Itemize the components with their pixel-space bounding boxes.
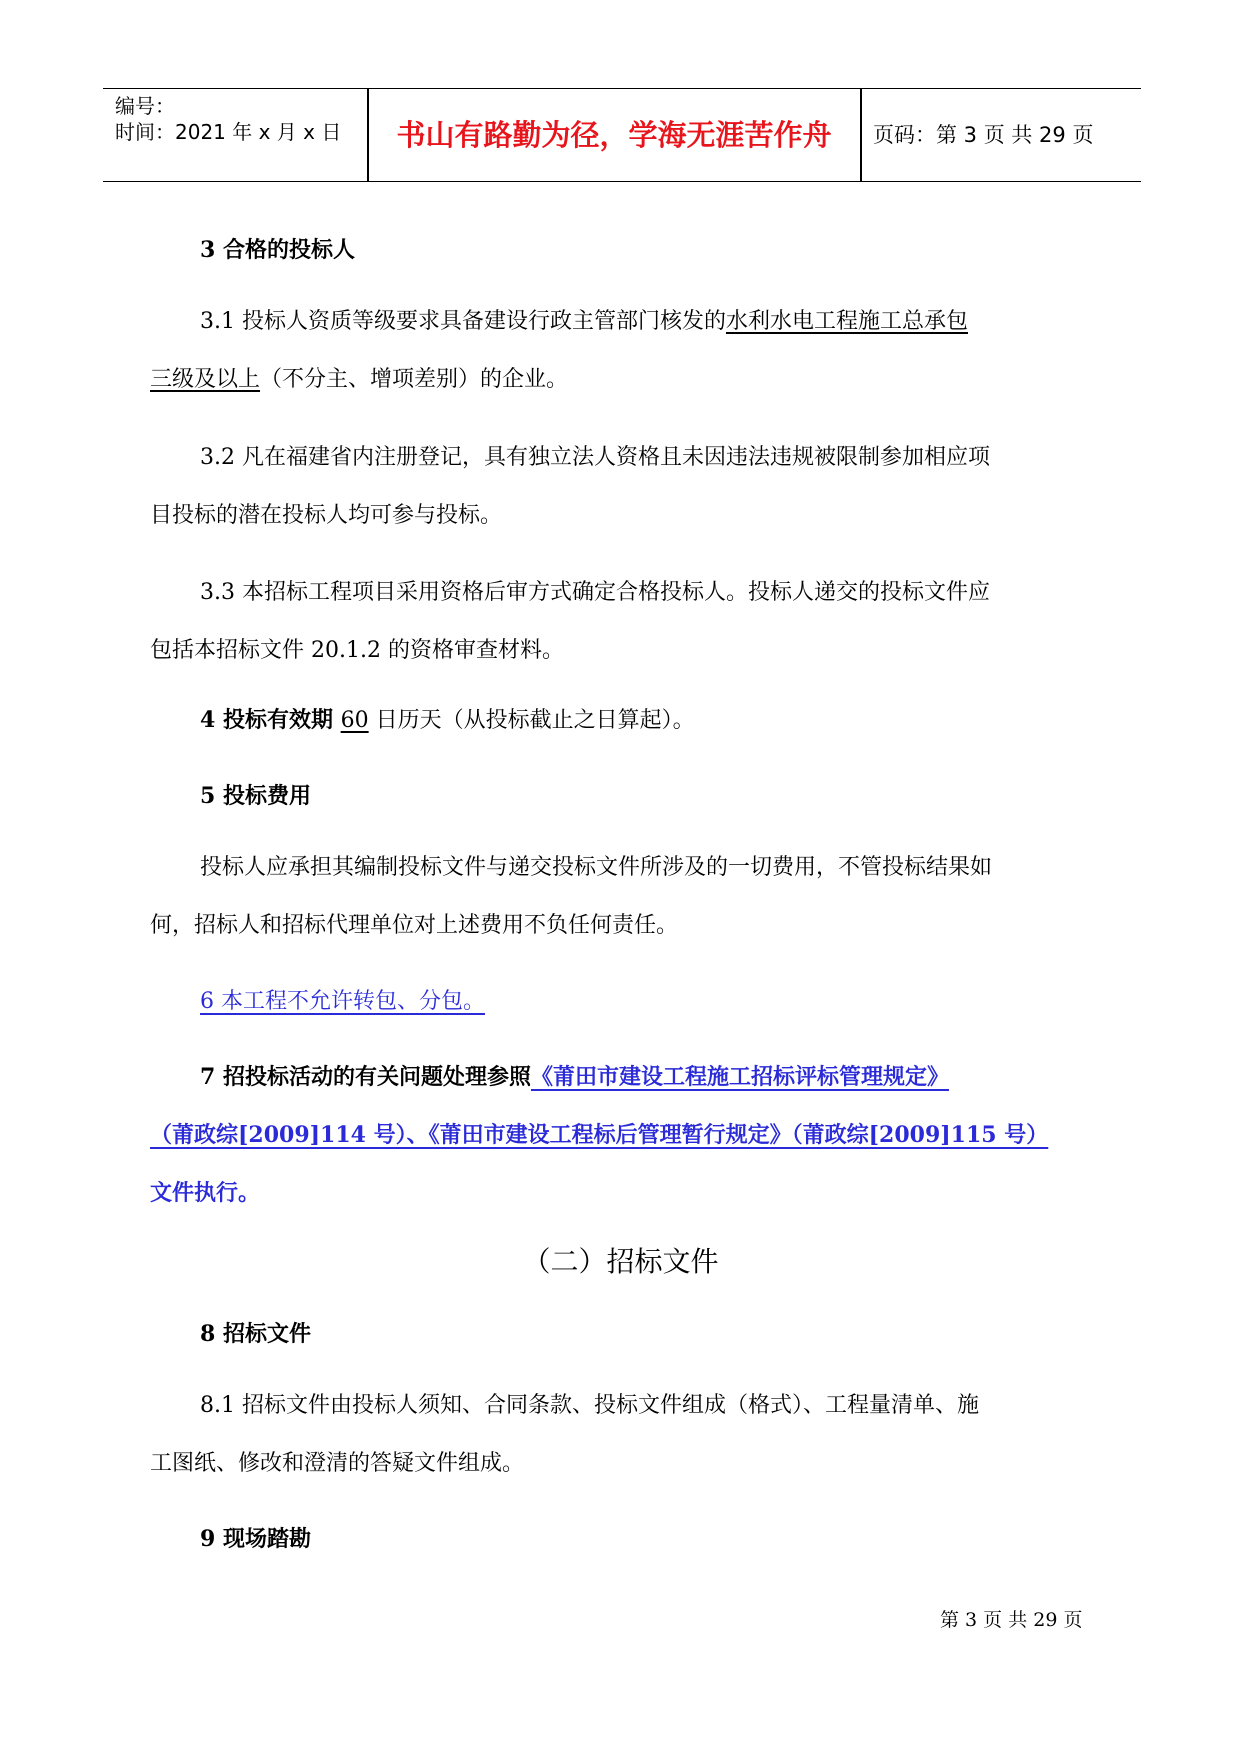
section-3-1-line-2 (150, 366, 568, 394)
section-7-prefix: 7 招投标活动的有关问题处理参照 (200, 1064, 531, 1090)
section-7-line-3: 文件执行。 (150, 1180, 261, 1206)
section-8-1-line-2: 工图纸、修改和澄清的答疑文件组成。 (150, 1451, 525, 1476)
section-5-heading: 5 投标费用 (200, 783, 311, 809)
section-3-2-line-2: 目投标的潜在投标人均可参与投标。 (150, 503, 503, 528)
header-page-number: 页码：第 3 页 共 29 页 (873, 123, 1094, 147)
section-4-suffix: 日历天（从投标截止之日算起）。 (368, 708, 695, 733)
section-8-heading: 8 招标文件 (200, 1321, 311, 1347)
regulation-link-1[interactable]: 《莆田市建设工程施工招标评标管理规定》 (530, 1064, 949, 1090)
section-7-line-1 (200, 1063, 949, 1091)
section-4-prefix: 4 投标有效期 (200, 707, 341, 733)
section-5-line-2: 何，招标人和招标代理单位对上述费用不负任何责任。 (150, 913, 679, 938)
section-6-link[interactable]: 6 本工程不允许转包、分包。 (200, 989, 485, 1014)
page-header (103, 88, 1141, 182)
section-3-1-text-end: （不分主、增项差别）的企业。 (260, 367, 569, 392)
section-3-heading: 3 合格的投标人 (200, 237, 355, 263)
qualification-requirement: 水利水电工程施工总承包 (725, 309, 968, 334)
regulation-link-2[interactable]: （莆政综[2009]114 号）、《莆田市建设工程标后管理暂行规定》（莆政综[2009]115 号） (150, 1122, 1049, 1148)
qualification-level: 三级及以上 (150, 367, 261, 392)
section-8-1-line-1: 8.1 招标文件由投标人须知、合同条款、投标文件组成（格式）、工程量清单、施 (200, 1393, 979, 1418)
section-3-1-line-1 (200, 308, 968, 336)
document-number-label: 编号： (115, 94, 175, 118)
section-9-heading: 9 现场踏勘 (200, 1526, 311, 1552)
section-3-3-line-1: 3.3 本招标工程项目采用资格后审方式确定合格投标人。投标人递交的投标文件应 (200, 580, 990, 605)
part-2-title: （二）招标文件 (522, 1245, 719, 1278)
section-3-1-text: 3.1 投标人资质等级要求具备建设行政主管部门核发的 (200, 309, 726, 334)
page-footer: 第 3 页 共 29 页 (940, 1609, 1083, 1631)
section-3-2-line-1: 3.2 凡在福建省内注册登记，具有独立法人资格且未因违法违规被限制参加相应项 (200, 445, 990, 470)
section-5-line-1: 投标人应承担其编制投标文件与递交投标文件所涉及的一切费用，不管投标结果如 (200, 855, 993, 880)
validity-days: 60 (340, 708, 369, 733)
document-time-label: 时间：2021 年 x 月 x 日 (115, 120, 342, 144)
section-3-3-line-2: 包括本招标文件 20.1.2 的资格审查材料。 (150, 638, 564, 663)
header-divider (860, 89, 862, 181)
header-motto: 书山有路勤为径，学海无涯苦作舟 (396, 118, 832, 152)
section-4-validity (200, 706, 695, 735)
